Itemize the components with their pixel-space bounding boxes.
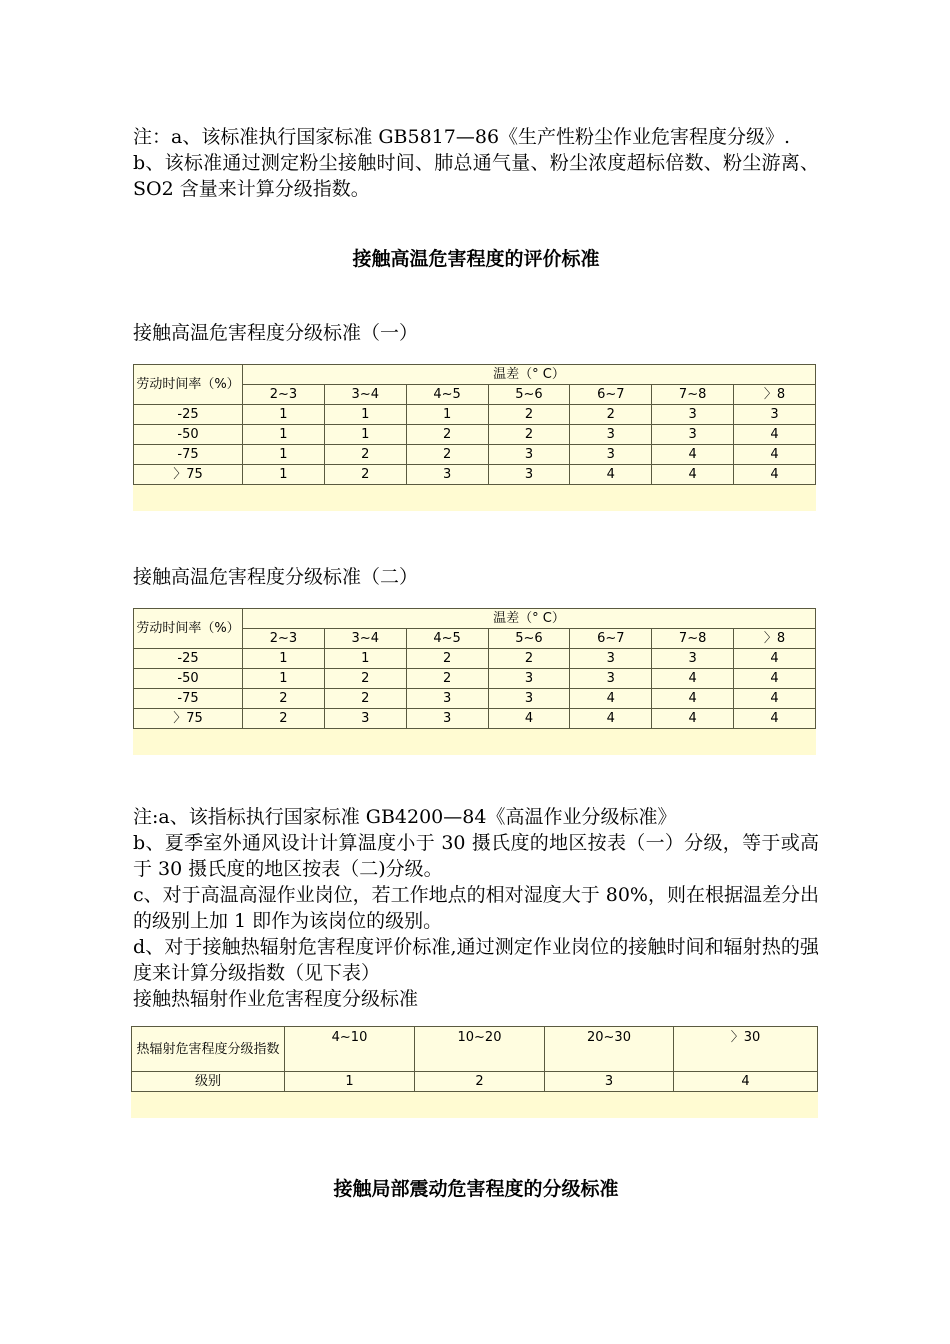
table1 <box>133 364 816 511</box>
grade-cell: 3 <box>734 405 816 425</box>
grade-cell: 3 <box>488 689 570 709</box>
index-range: 20~30 <box>545 1027 674 1072</box>
corner-label: 劳动时间率（%） <box>134 365 243 405</box>
table3 <box>131 1026 818 1118</box>
note-b: b、该标准通过测定粉尘接触时间、肺总通气量、粉尘浓度超标倍数、粉尘游离、SO2 含量来计算分级指数。 <box>133 152 819 200</box>
grade-cell: 4 <box>652 465 734 485</box>
column-header: 3~4 <box>324 629 406 649</box>
row-label: -75 <box>134 445 243 465</box>
column-header: 7~8 <box>652 385 734 405</box>
column-header: 6~7 <box>570 629 652 649</box>
row-label: -25 <box>134 649 243 669</box>
level-cell: 4 <box>674 1072 818 1092</box>
table2-caption: 接触高温危害程度分级标准（二） <box>133 566 419 588</box>
table2-footer-band <box>133 729 816 755</box>
corner-label: 劳动时间率（%） <box>134 609 243 649</box>
intro-notes <box>133 124 819 202</box>
heat-note-a: 注:a、该指标执行国家标准 GB4200—84《高温作业分级标准》 <box>133 806 677 828</box>
grade-cell: 2 <box>243 709 325 729</box>
table1-caption: 接触高温危害程度分级标准（一） <box>133 322 419 344</box>
grade-cell: 1 <box>243 669 325 689</box>
grade-cell: 2 <box>488 425 570 445</box>
grade-cell: 3 <box>488 669 570 689</box>
table-row <box>134 405 816 425</box>
grade-cell: 1 <box>243 649 325 669</box>
grade-cell: 1 <box>324 425 406 445</box>
grade-cell: 4 <box>734 669 816 689</box>
grade-cell: 3 <box>406 689 488 709</box>
grade-cell: 2 <box>406 669 488 689</box>
grade-cell: 3 <box>652 649 734 669</box>
level-cell: 3 <box>545 1072 674 1092</box>
grade-cell: 1 <box>324 405 406 425</box>
table1-footer-band <box>133 485 816 511</box>
grade-cell: 3 <box>570 425 652 445</box>
grade-cell: 4 <box>570 689 652 709</box>
grade-cell: 1 <box>243 465 325 485</box>
grade-cell: 3 <box>570 669 652 689</box>
level-label: 级别 <box>132 1072 285 1092</box>
table-row <box>134 445 816 465</box>
table-row <box>134 709 816 729</box>
column-header: 3~4 <box>324 385 406 405</box>
row-label: 〉75 <box>134 465 243 485</box>
group-label: 温差（° C） <box>243 365 816 385</box>
grade-cell: 2 <box>406 649 488 669</box>
grade-cell: 4 <box>652 445 734 465</box>
column-header: 6~7 <box>570 385 652 405</box>
column-header: 4~5 <box>406 385 488 405</box>
grade-cell: 3 <box>488 465 570 485</box>
grade-cell: 4 <box>652 689 734 709</box>
column-header: 2~3 <box>243 629 325 649</box>
grade-cell: 2 <box>324 669 406 689</box>
table-row <box>134 689 816 709</box>
grade-cell: 4 <box>734 649 816 669</box>
table-row <box>134 649 816 669</box>
index-range: 〉30 <box>674 1027 818 1072</box>
grade-cell: 4 <box>734 709 816 729</box>
table-row <box>134 425 816 445</box>
grade-cell: 2 <box>324 465 406 485</box>
column-header: 4~5 <box>406 629 488 649</box>
radiation-caption: 接触热辐射作业危害程度分级标准 <box>133 988 419 1010</box>
grade-cell: 1 <box>406 405 488 425</box>
heat-note-d: d、对于接触热辐射危害程度评价标准,通过测定作业岗位的接触时间和辐射热的强度来计算分级指数（见下表） <box>133 936 819 984</box>
grade-cell: 3 <box>324 709 406 729</box>
row-label: -50 <box>134 425 243 445</box>
column-header: 5~6 <box>488 629 570 649</box>
index-range: 4~10 <box>285 1027 415 1072</box>
table2 <box>133 608 816 755</box>
grade-cell: 3 <box>488 445 570 465</box>
grade-cell: 1 <box>243 405 325 425</box>
column-header: 2~3 <box>243 385 325 405</box>
column-header: 〉8 <box>734 385 816 405</box>
grade-cell: 3 <box>406 709 488 729</box>
grade-cell: 3 <box>570 445 652 465</box>
table3-footer-band <box>131 1092 818 1118</box>
grade-cell: 4 <box>734 689 816 709</box>
grade-cell: 3 <box>652 425 734 445</box>
index-label: 热辐射危害程度分级指数 <box>132 1027 285 1072</box>
grade-cell: 2 <box>324 445 406 465</box>
grade-cell: 2 <box>570 405 652 425</box>
grade-cell: 4 <box>570 465 652 485</box>
grade-cell: 4 <box>488 709 570 729</box>
grade-cell: 1 <box>243 425 325 445</box>
grade-cell: 4 <box>652 709 734 729</box>
level-cell: 2 <box>415 1072 545 1092</box>
row-label: -50 <box>134 669 243 689</box>
row-label: 〉75 <box>134 709 243 729</box>
grade-cell: 4 <box>734 425 816 445</box>
grade-cell: 2 <box>406 445 488 465</box>
column-header: 5~6 <box>488 385 570 405</box>
table-row <box>134 465 816 485</box>
grade-cell: 3 <box>406 465 488 485</box>
grade-cell: 2 <box>324 689 406 709</box>
grade-cell: 2 <box>243 689 325 709</box>
grade-cell: 4 <box>734 445 816 465</box>
grade-cell: 1 <box>243 445 325 465</box>
group-label: 温差（° C） <box>243 609 816 629</box>
heat-note-b: b、夏季室外通风设计计算温度小于 30 摄氏度的地区按表（一）分级，等于或高于 30 摄氏度的地区按表（二)分级。 <box>133 832 819 880</box>
grade-cell: 1 <box>324 649 406 669</box>
grade-cell: 4 <box>734 465 816 485</box>
grade-cell: 4 <box>652 669 734 689</box>
grade-cell: 3 <box>570 649 652 669</box>
grade-cell: 4 <box>570 709 652 729</box>
grade-cell: 2 <box>406 425 488 445</box>
heat-notes <box>133 804 819 1012</box>
table-row <box>134 669 816 689</box>
heading-vibration: 接触局部震动危害程度的分级标准 <box>333 1178 619 1200</box>
grade-cell: 3 <box>652 405 734 425</box>
column-header: 〉8 <box>734 629 816 649</box>
row-label: -75 <box>134 689 243 709</box>
heading-heat: 接触高温危害程度的评价标准 <box>352 248 600 270</box>
grade-cell: 2 <box>488 405 570 425</box>
index-range: 10~20 <box>415 1027 545 1072</box>
row-label: -25 <box>134 405 243 425</box>
column-header: 7~8 <box>652 629 734 649</box>
level-cell: 1 <box>285 1072 415 1092</box>
grade-cell: 2 <box>488 649 570 669</box>
heat-note-c: c、对于高温高湿作业岗位，若工作地点的相对湿度大于 80%，则在根据温差分出的级别上加 1 即作为该岗位的级别。 <box>133 884 819 932</box>
note-a: 注：a、该标准执行国家标准 GB5817—86《生产性粉尘作业危害程度分级》. <box>133 126 791 148</box>
